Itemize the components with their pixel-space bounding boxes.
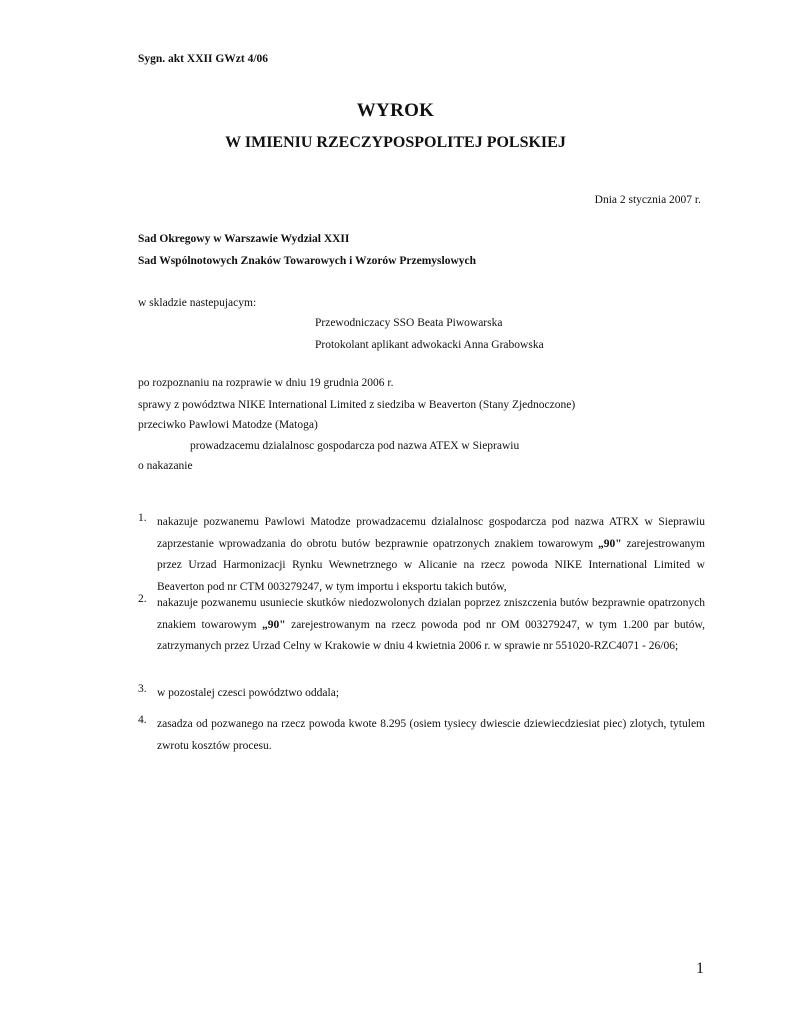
trademark-label: „90" bbox=[598, 537, 622, 550]
court-name-line-1: Sad Okregowy w Warszawie Wydzial XXII bbox=[138, 233, 350, 245]
document-subtitle: W IMIENIU RZECZYPOSPOLITEJ POLSKIEJ bbox=[225, 134, 566, 151]
claim-subject-line: o nakazanie bbox=[138, 460, 193, 472]
verdict-item-text: nakazuje pozwanemu usuniecie skutków niedozwolonych dzialan poprzez zniszczenia butów bezprawnie opatrzonych znakiem towarowym „90" zarejestrowanym na rzecz powoda pod nr OM 003279247, w tym 1.200 par butów, zatrzymanych przez Urzad Celny w Krakowie w dniu 4 kwietnia 2006 r. w sprawie nr 551020-RZC4071 - 26/06; bbox=[157, 597, 705, 652]
verdict-item-text: zasadza od pozwanego na rzecz powoda kwote 8.295 (osiem tysiecy dwiescie dziewiecdziesiat piec) zlotych, tytulem zwrotu kosztów procesu. bbox=[157, 718, 705, 752]
verdict-item-text: nakazuje pozwanemu Pawlowi Matodze prowadzacemu dzialalnosc gospodarcza pod nazwa ATRX w Sieprawiu zaprzestanie wprowadzania do obrotu butów bezprawnie opatrzonych znakiem towarowym „90" zarejestrowanym przez Urzad Harmonizacji Rynku Wewnetrznego w Alicanie na rzecz powoda NIKE International Limited w Beaverton pod nr CTM 003279247, w tym importu i eksportu takich butów, bbox=[157, 516, 705, 593]
case-number: Sygn. akt XXII GWzt 4/06 bbox=[138, 53, 269, 65]
defendant-business-line: prowadzacemu dzialalnosc gospodarcza pod nazwa ATEX w Sieprawiu bbox=[190, 440, 520, 452]
verdict-item-number: 3. bbox=[138, 683, 147, 695]
court-name-line-2: Sad Wspólnotowych Znaków Towarowych i Wzorów Przemyslowych bbox=[138, 255, 477, 267]
defendant-line: przeciwko Pawlowi Matodze (Matoga) bbox=[138, 419, 318, 431]
court-clerk: Protokolant aplikant adwokacki Anna Grabowska bbox=[315, 339, 544, 351]
plaintiff-line: sprawy z powództwa NIKE International Limited z siedziba w Beaverton (Stany Zjednoczone) bbox=[138, 399, 576, 411]
document-title: WYROK bbox=[356, 100, 435, 121]
verdict-item-number: 1. bbox=[138, 512, 147, 524]
verdict-item-text: w pozostalej czesci powództwo oddala; bbox=[157, 687, 340, 699]
verdict-item-number: 4. bbox=[138, 714, 147, 726]
judgment-date: Dnia 2 stycznia 2007 r. bbox=[594, 194, 701, 206]
presiding-judge: Przewodniczacy SSO Beata Piwowarska bbox=[315, 317, 503, 329]
page-number: 1 bbox=[696, 960, 704, 977]
composition-intro: w skladzie nastepujacym: bbox=[138, 297, 257, 309]
verdict-item-number: 2. bbox=[138, 593, 147, 605]
trademark-label: „90" bbox=[261, 618, 286, 631]
hearing-line: po rozpoznaniu na rozprawie w dniu 19 grudnia 2006 r. bbox=[138, 377, 394, 389]
